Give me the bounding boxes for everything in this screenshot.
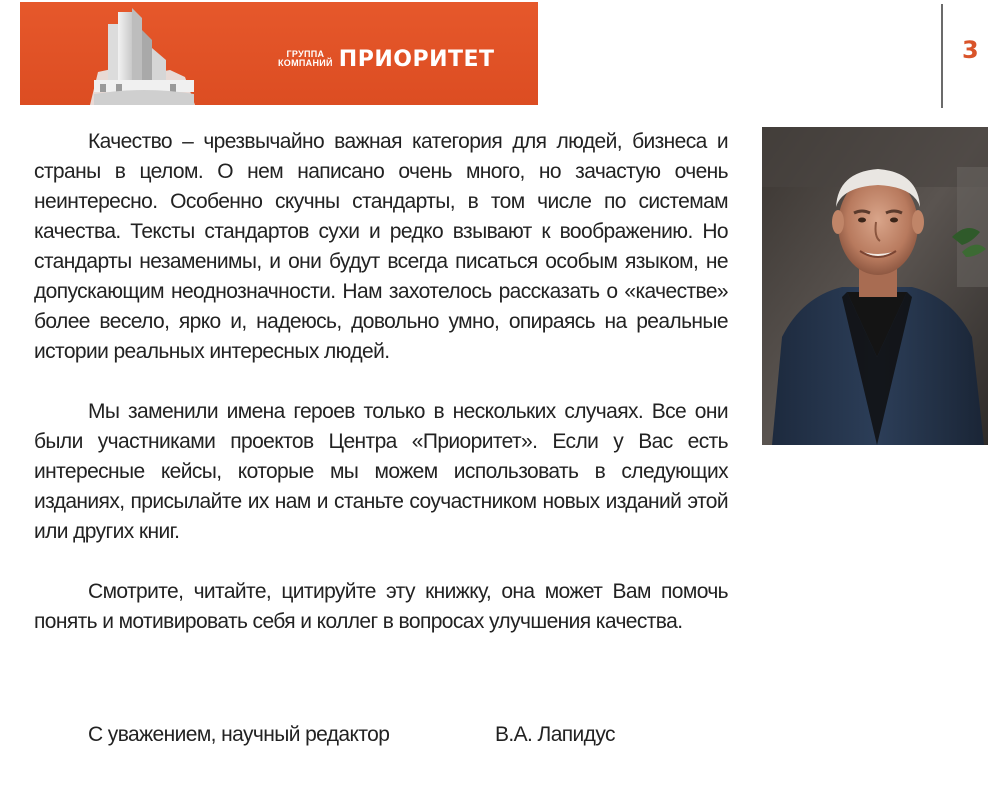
paragraph-3: Смотрите, читайте, цитируйте эту книжку, она может Вам помочь понять и мотивировать себя и коллег в вопросах улучшения качества. xyxy=(34,580,728,633)
signature-name: В.А. Лапидус xyxy=(495,723,615,746)
brand-name: ПРИОРИТЕТ xyxy=(338,46,495,72)
body-text xyxy=(34,127,728,637)
building-logo-icon xyxy=(20,2,220,105)
signature-closing: С уважением, научный редактор xyxy=(88,723,390,746)
brand-small-bottom: КОМПАНИЙ xyxy=(278,58,333,68)
signature-line xyxy=(88,720,728,750)
portrait-image xyxy=(762,127,988,445)
editor-portrait xyxy=(762,127,988,445)
header-banner xyxy=(20,2,538,105)
brand-group-label xyxy=(278,50,333,68)
paragraph-2: Мы заменили имена героев только в нескольких случаях. Все они были участниками проектов Центра «Приоритет». Если у Вас есть интересные кейсы, которые мы можем использовать в следующих изданиях, присылайте их нам и станьте соучастником новых изданий этой или других книг. xyxy=(34,400,728,543)
paragraph-1: Качество – чрезвычайно важная категория для людей, бизнеса и страны в целом. О нем написано очень много, но зачастую очень неинтересно. Особенно скучны стандарты, в том числе по системам качества. Тексты стандартов сухи и редко взывают к воображению. Но стандарты незаменимы, и они будут всегда писаться особым языком, не допускающим неоднозначности. Нам захотелось рассказать о «качестве» более весело, ярко и, надеюсь, довольно умно, опираясь на реальные истории реальных интересных людей. xyxy=(34,130,728,363)
brand-small-top: ГРУППА xyxy=(286,49,325,59)
page-divider xyxy=(941,4,943,108)
company-brand xyxy=(278,44,495,74)
page-number: 3 xyxy=(962,36,979,64)
